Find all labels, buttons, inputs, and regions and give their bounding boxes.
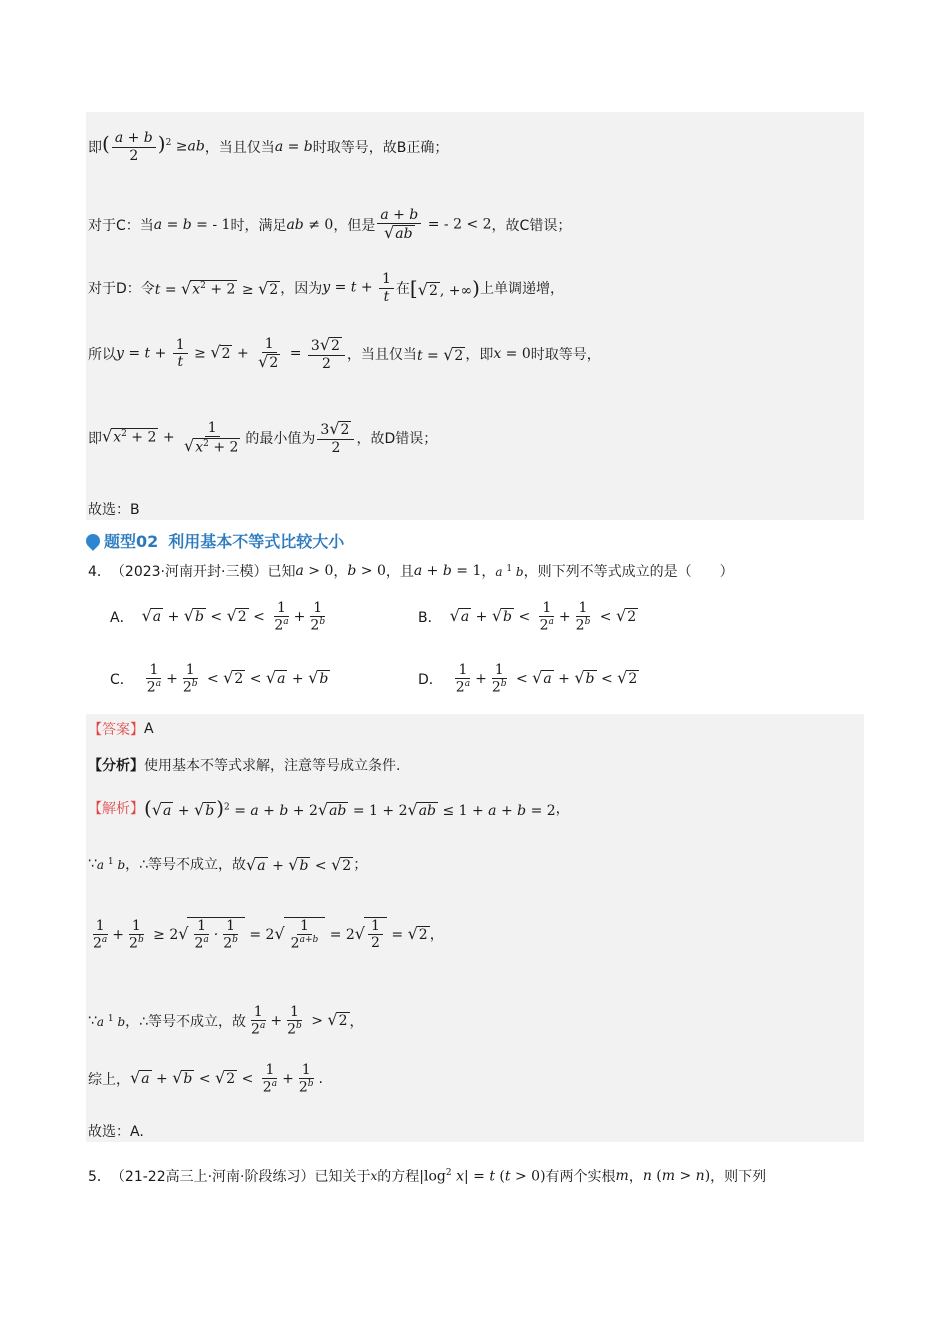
section-heading: 题型02 利用基本不等式比较大小 — [86, 529, 344, 552]
b1-line6: 故选：B — [88, 502, 140, 518]
analysis-line: 【分析】 使用基本不等式求解，注意等号成立条件. — [88, 758, 401, 774]
option-b[interactable]: B． √a + √b < $\frac{1}{2^a}$ + $\frac{1}{2^b}$ < √2 — [418, 600, 637, 634]
option-c[interactable]: C． $\frac{1}{2^a}$ + $\frac{1}{2^b}$ < √2 < √a + √b — [110, 662, 329, 696]
b1-line4: 所以 y = t + $\frac{1}{t}$ ≥ √2 + $\frac{1}{√2}$ = $\frac{3√2}{2}$ ，当且仅当 t = √2 ，即 x = 0 时取等号， — [88, 335, 601, 372]
option-d[interactable]: D． $\frac{1}{2^a}$ + $\frac{1}{2^b}$ < √a + √b < √2 — [418, 662, 638, 696]
b1-line2: 对于C：当 a = b = - 1 时，满足 ab ≠ 0 ，但是 $\frac{a + b}{√ab}$ = - 2 < 2 ，故C错误； — [88, 207, 572, 243]
answer-line: 【答案】 A — [88, 721, 154, 738]
solution-line2: ∵ a $^1$ b ，∴等号不成立，故 √a + √b < √2 ； — [88, 854, 368, 874]
solution-line5: 综上， √a + √b < √2 < $\frac{1}{2^a}$ + $\frac{1}{2^b}$ . — [88, 1062, 323, 1096]
b1-line5: 即 $√x^2 + 2$ + $\frac{1}{√x^2 + 2}$ 的最小值为 $\frac{3√2}{2}$ ，故D错误； — [88, 419, 438, 456]
q5-stem: 5． （21-22高三上·河南·阶段练习）已知关于 x 的方程 $|\log^2$ x| = t (t > 0) 有两个实根 m ， n (m > n) ，则下列 — [88, 1167, 767, 1185]
solution-line3: $\frac{1}{2^a}$ + $\frac{1}{2^b}$ ≥ 2√ $\frac{1}{2^a}$ · $\frac{1}{2^b}$ = 2√ $\frac{1}{2^{a+b}}$ = 2√ $\frac{1}{2}$ = √2 ， — [93, 917, 444, 952]
solution-line1: 【解析】 (√a + √b )$^2$ = a + b + 2√ab = 1 + 2√ab ≤ 1 + a + b = 2 ， — [88, 796, 570, 820]
q4-stem: 4． （2023·河南开封·三模）已知 a > 0 ， b > 0 ，且 a + b = 1 ， a $^1$ b ，则下列不等式成立的是（ ） — [88, 563, 734, 580]
formula: ( $\frac{a + b}{2}$ )$^2$ ≥ab — [102, 130, 205, 164]
solution-line6: 故选：A. — [88, 1124, 144, 1140]
b1-line1: 即 ( $\frac{a + b}{2}$ )$^2$ ≥ab ，当且仅当 a = b 时取等号，故B正确； — [88, 130, 449, 164]
option-a[interactable]: A． √a + √b < √2 < $\frac{1}{2^a}$ + $\frac{1}{2^b}$ — [110, 600, 326, 634]
b1-line3: 对于D：令 $t = √x^2 + 2 \ge √2$ ，因为 y = t + $\frac{1}{t}$ 在 [√2 , +∞) 上单调递增， — [88, 271, 564, 305]
solution-line4: ∵ a $^1$ b ，∴等号不成立，故 $\frac{1}{2^a}$ + $\frac{1}{2^b}$ > √2 ， — [88, 1004, 364, 1038]
map-pin-icon — [83, 531, 103, 551]
